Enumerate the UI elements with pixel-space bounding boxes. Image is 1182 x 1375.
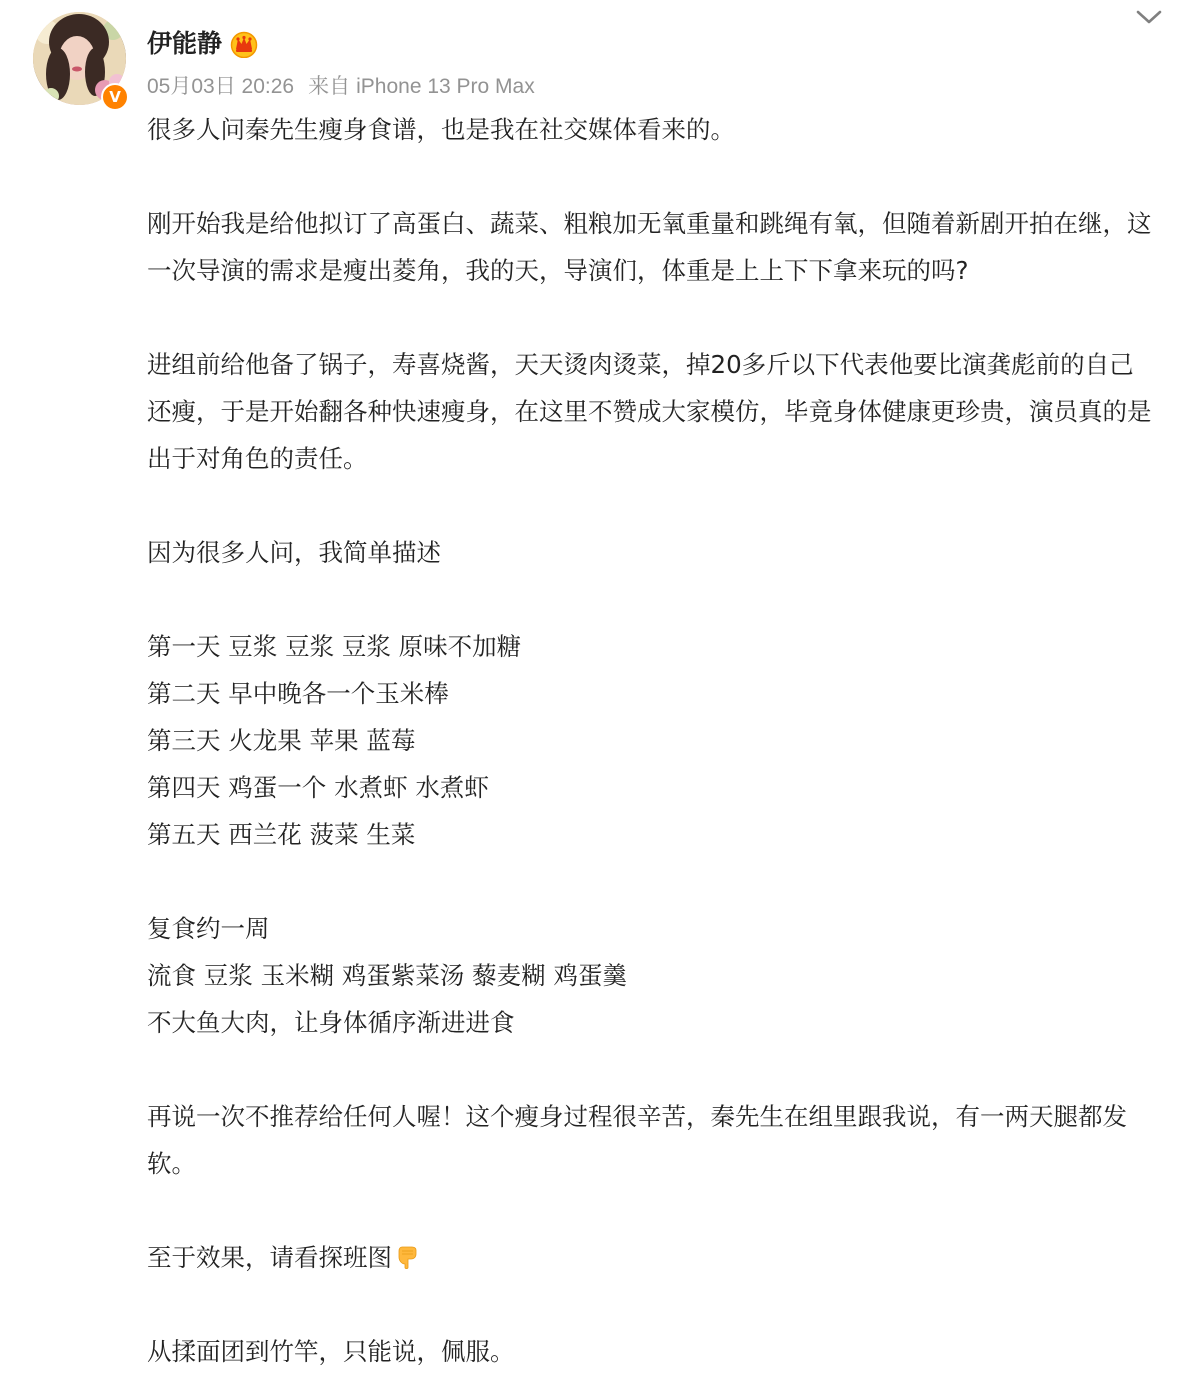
pointing-down-emoji-icon (394, 1244, 420, 1270)
diet-day-3: 第三天 火龙果 苹果 蓝莓 (147, 726, 416, 755)
paragraph: 再说一次不推荐给任何人喔！这个瘦身过程很辛苦，秦先生在组里跟我说，有一两天腿都发软。 (147, 1102, 1127, 1178)
paragraph-gap (147, 153, 1157, 200)
paragraph: 进组前给他备了锅子，寿喜烧酱，天天烫肉烫菜，掉20多斤以下代表他要比演龚彪前的自己还瘦，于是开始翻各种快速瘦身，在这里不赞成大家模仿，毕竟身体健康更珍贵，演员真的是出于对角色的责任。 (147, 350, 1152, 473)
paragraph: 因为很多人问，我简单描述 (147, 538, 441, 567)
paragraph-gap (147, 858, 1157, 905)
post-content (147, 106, 1157, 1375)
post-meta (147, 72, 535, 102)
diet-day-5: 第五天 西兰花 菠菜 生菜 (147, 820, 416, 849)
diet-day-4: 第四天 鸡蛋一个 水煮虾 水煮虾 (147, 773, 489, 802)
crown-icon[interactable] (229, 30, 259, 58)
paragraph: 很多人问秦先生瘦身食谱，也是我在社交媒体看来的。 (147, 115, 735, 144)
source-device[interactable]: iPhone 13 Pro Max (356, 75, 535, 98)
refeed-note: 不大鱼大肉，让身体循序渐进进食 (147, 1008, 515, 1037)
paragraph-gap (147, 576, 1157, 623)
source-label: 来自 (308, 75, 351, 98)
paragraph: 刚开始我是给他拟订了高蛋白、蔬菜、粗粮加无氧重量和跳绳有氧，但随着新剧开拍在继，这一次导演的需求是瘦出菱角，我的天，导演们，体重是上上下下拿来玩的吗? (147, 209, 1152, 285)
post-time[interactable]: 05月03日 20:26 (147, 75, 295, 98)
diet-day-1: 第一天 豆浆 豆浆 豆浆 原味不加糖 (147, 632, 522, 661)
effect-text: 至于效果，请看探班图 (147, 1243, 392, 1272)
diet-day-2: 第二天 早中晚各一个玉米棒 (147, 679, 449, 708)
refeed-items: 流食 豆浆 玉米糊 鸡蛋紫菜汤 藜麦糊 鸡蛋羹 (147, 961, 627, 990)
paragraph: 从揉面团到竹竿，只能说，佩服。 (147, 1337, 515, 1366)
paragraph-gap (147, 1046, 1157, 1093)
paragraph-gap (147, 1187, 1157, 1234)
author-name[interactable]: 伊能静 (147, 29, 223, 58)
chevron-down-icon[interactable] (1134, 6, 1164, 28)
paragraph-gap (147, 1281, 1157, 1328)
refeed-title: 复食约一周 (147, 914, 270, 943)
paragraph-gap (147, 482, 1157, 529)
paragraph-effect (147, 1234, 1157, 1281)
paragraph-gap (147, 294, 1157, 341)
verified-badge: V (101, 83, 129, 111)
